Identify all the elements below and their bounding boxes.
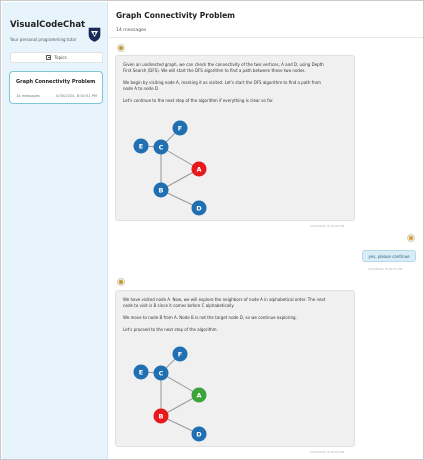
- topics-button[interactable]: [10, 52, 103, 63]
- topics-button-label: Topics: [54, 55, 67, 60]
- chat-header: [109, 2, 424, 38]
- message-count: 14 messages: [116, 28, 147, 33]
- message-text: node to visit is B since it comes before C alphabetically.: [123, 303, 235, 308]
- graph-node-label: B: [158, 186, 164, 195]
- assistant-message: [115, 55, 355, 221]
- graph-diagram: [116, 56, 356, 222]
- app-subtitle: Your personal programming tutor: [10, 37, 77, 42]
- bot-avatar-icon: [117, 278, 125, 286]
- message-timestamp: 5/30/2024, 8:29:53 PM: [368, 267, 403, 271]
- message-text: Given an undirected graph, we can check the connectivity of the two vertices, A and D, using Depth: [123, 62, 324, 67]
- conversation-item[interactable]: [9, 71, 103, 104]
- list-icon: [46, 55, 51, 60]
- message-text: Let's proceed to the next step of the algorithm.: [123, 327, 218, 332]
- graph-node-label: A: [196, 165, 202, 174]
- message-timestamp: 5/30/2024, 8:30:00 PM: [310, 450, 345, 454]
- graph-node-label: D: [196, 430, 202, 439]
- sidebar: [2, 2, 108, 460]
- graph-node-label: E: [138, 142, 144, 151]
- graph-node-label: F: [177, 124, 183, 133]
- graph-node-label: F: [177, 350, 183, 359]
- shield-logo-icon: [88, 27, 101, 42]
- message-text: node A to node D.: [123, 86, 160, 91]
- app-title: VisualCodeChat: [10, 20, 86, 30]
- graph-node-label: E: [138, 368, 144, 377]
- assistant-message: [115, 290, 355, 447]
- user-avatar-icon: [407, 234, 415, 242]
- conversation-title: Graph Connectivity Problem: [16, 79, 96, 85]
- conversation-count: 14 messages: [16, 94, 40, 98]
- message-text: First Search (DFS). We will start the DFS algorithm to find a path between these two nodes.: [123, 68, 306, 73]
- message-text: We begin by visiting node A, marking it as visited. Let's start the DFS algorithm to find a path from: [123, 80, 321, 85]
- message-text: We have visited node A. Now, we will explore the neighbors of node A in alphabetical order. The next: [123, 297, 326, 302]
- conversation-date: 5/30/2024, 8:30:51 PM: [56, 94, 97, 98]
- graph-node-label: A: [196, 391, 202, 400]
- graph-node-label: B: [158, 412, 164, 421]
- graph-diagram: [116, 291, 356, 448]
- message-timestamp: 5/30/2024, 8:29:45 PM: [310, 224, 345, 228]
- message-text: Let's continue to the next step of the algorithm if everything is clear so far.: [123, 98, 274, 103]
- page-title: Graph Connectivity Problem: [116, 11, 235, 20]
- graph-node-label: C: [158, 369, 164, 378]
- graph-node-label: C: [158, 143, 164, 152]
- bot-avatar-icon: [117, 44, 125, 52]
- message-text: We move to node B from A. Node B is not the target node D, so we continue exploring.: [123, 315, 297, 320]
- graph-node-label: D: [196, 204, 202, 213]
- user-message: yes, please continue: [362, 250, 416, 262]
